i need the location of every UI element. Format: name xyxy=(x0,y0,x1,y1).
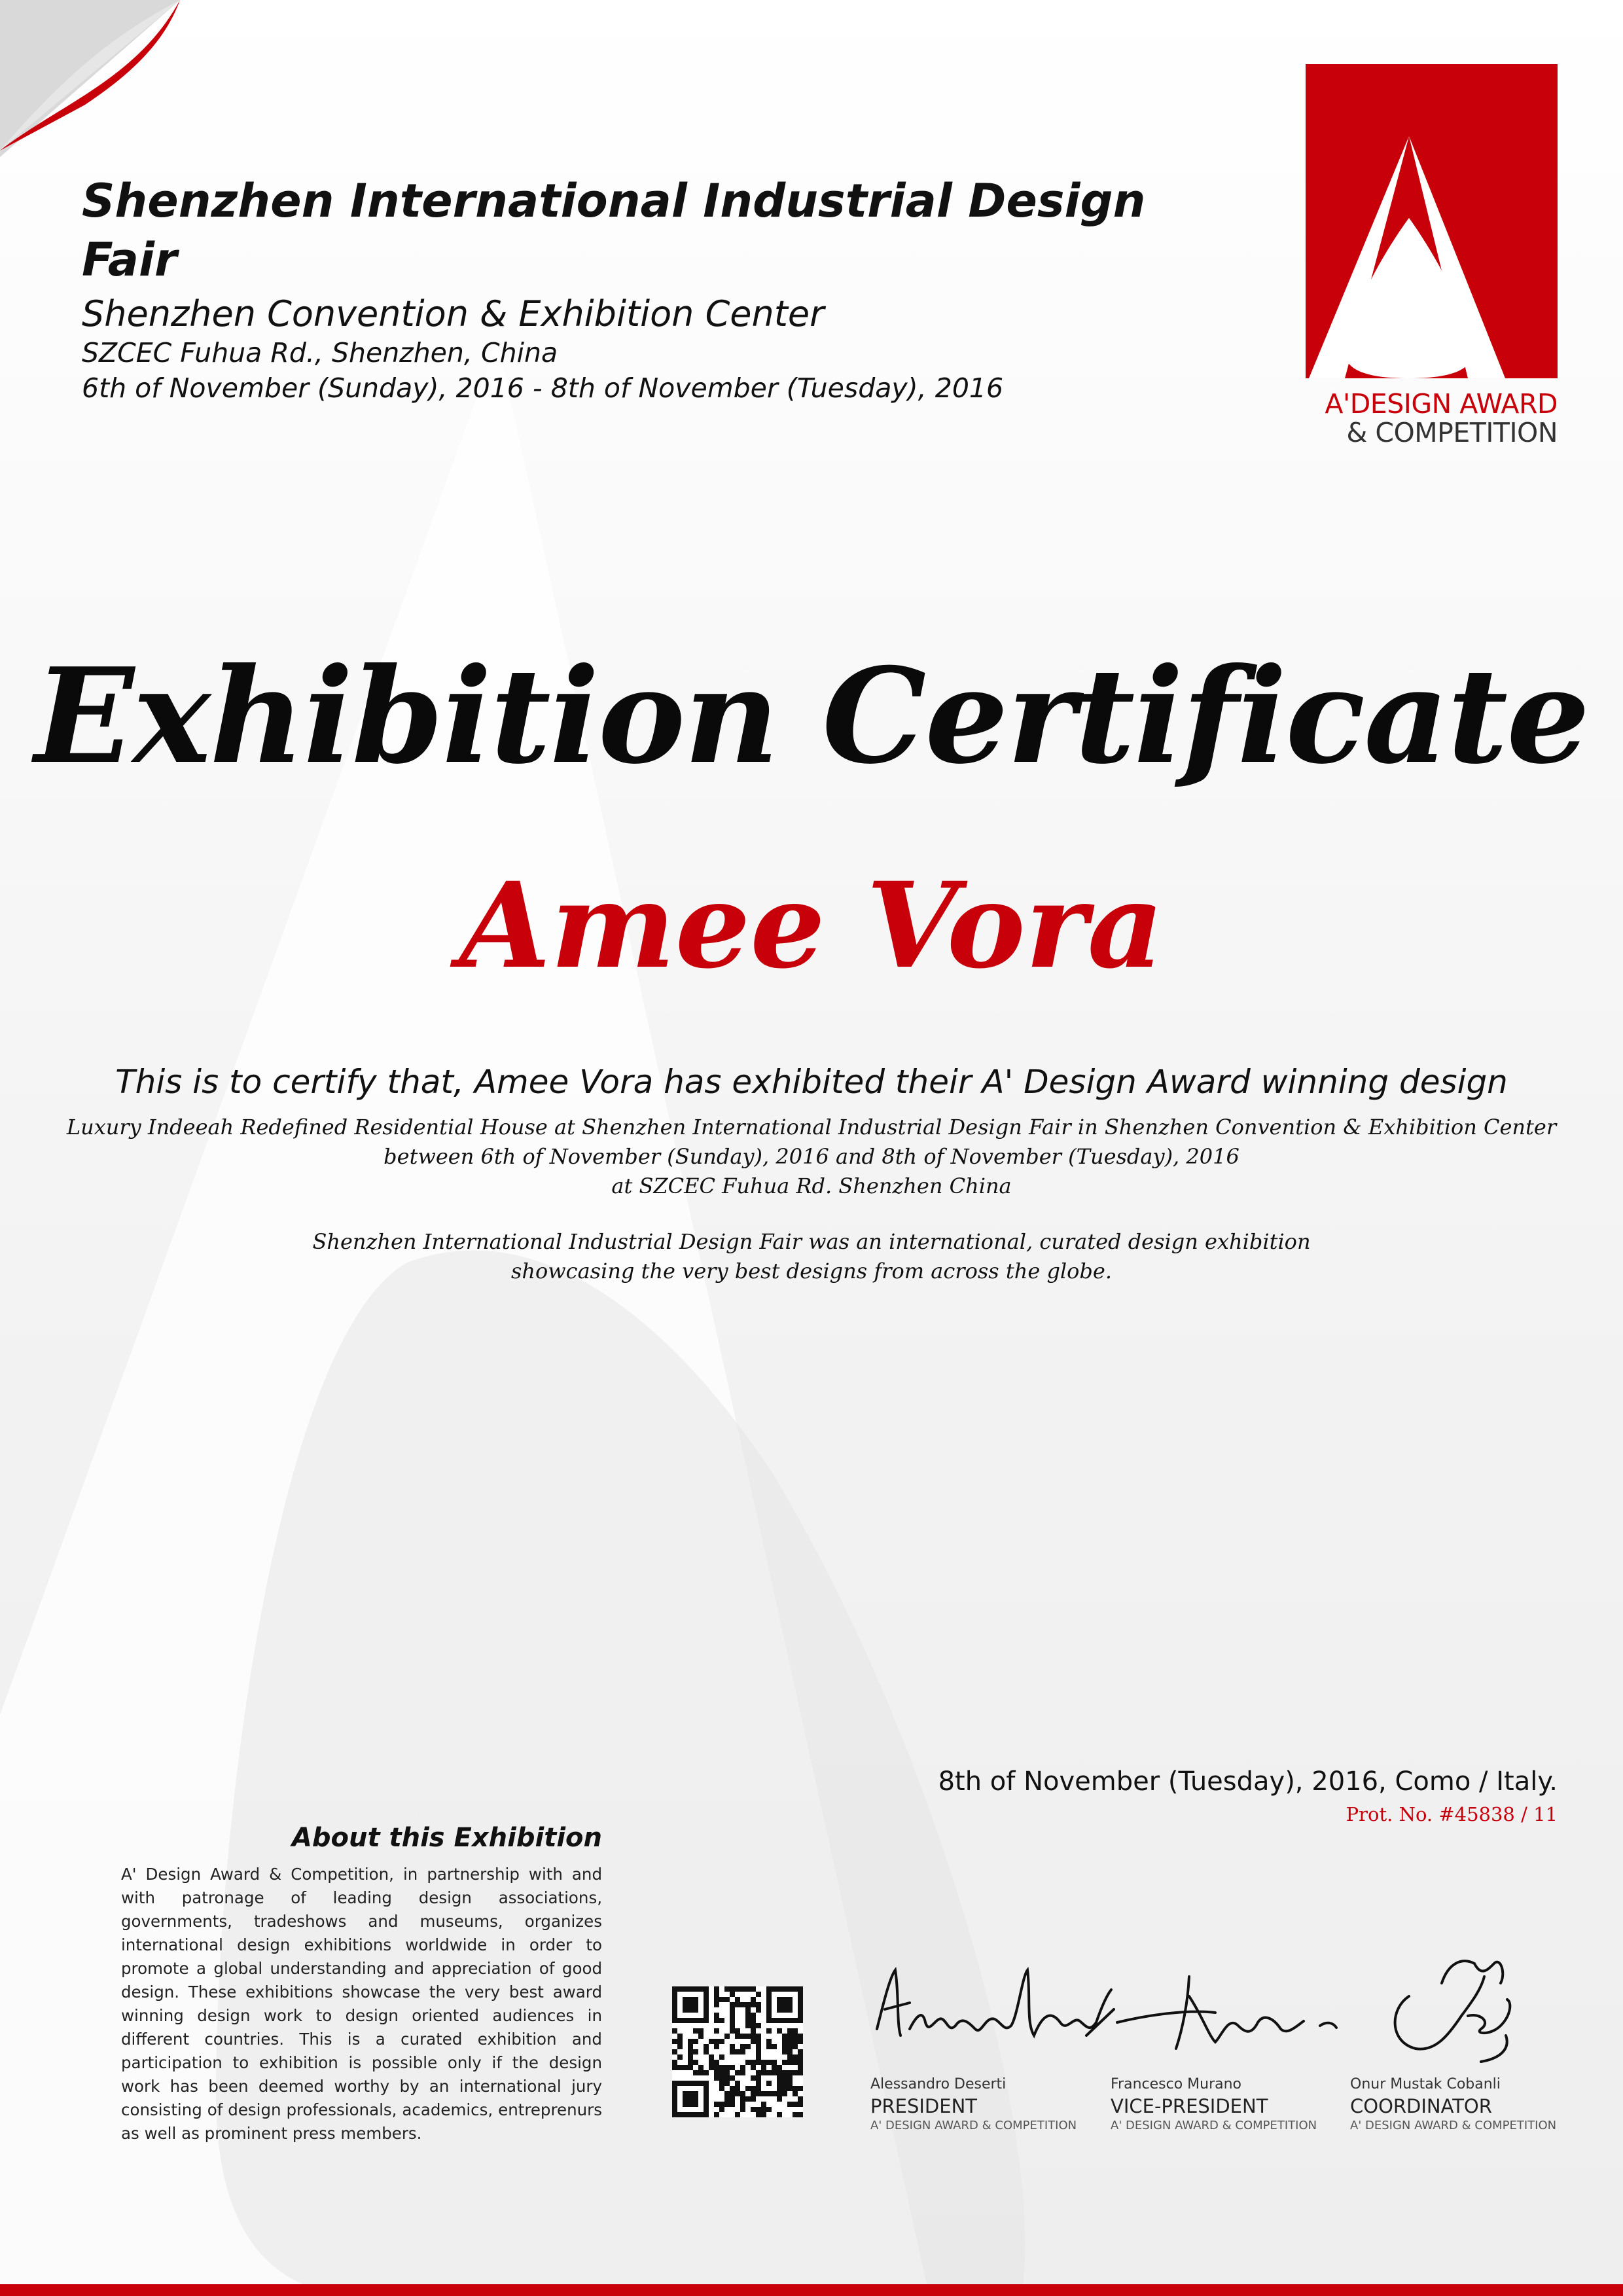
fair-description-line: showcasing the very best designs from across the globe. xyxy=(510,1259,1113,1283)
design-details xyxy=(0,1113,1623,1201)
certify-statement: This is to certify that, Amee Vora has exhibited their A' Design Award winning design xyxy=(115,1063,1508,1101)
signature-francesco-murano xyxy=(1111,1937,1359,2068)
bottom-red-bar xyxy=(0,2284,1623,2296)
about-heading: About this Exhibition xyxy=(291,1823,602,1853)
signatory-coordinator xyxy=(1350,1937,1599,2134)
signatory-role: COORDINATOR xyxy=(1350,2095,1492,2117)
signatory-name: Alessandro Deserti xyxy=(870,2076,1007,2092)
signatory-organization: A' DESIGN AWARD & COMPETITION xyxy=(870,2119,1077,2132)
protocol-number: Prot. No. #45838 / 11 xyxy=(1346,1803,1558,1825)
design-details-line: Luxury Indeeah Redefined Residential House at Shenzhen International Industrial Design Fair in Shenzhen Convention & Exhibition Center xyxy=(66,1115,1557,1139)
signatory-organization: A' DESIGN AWARD & COMPETITION xyxy=(1350,2119,1557,2132)
qr-code-icon[interactable] xyxy=(672,1986,803,2117)
logo-mark-icon xyxy=(1306,64,1558,378)
page-curl-corner xyxy=(0,0,190,157)
venue-address: SZCEC Fuhua Rd., Shenzhen, China xyxy=(82,337,558,368)
about-text: A' Design Award & Competition, in partnership with and with patronage of leading design associations, governments, tradeshows and museums, organizes international design exhibitions worldwide in order to promote a global understanding and appreciation of good design. These exhibitions showcase the very best award winning design work to design oriented audiences in different countries. This is a curated exhibition and participation to exhibition is possible only if the design work has been deemed worthy by an international jury consisting of design professionals, academics, entreprenurs as well as prominent press members. xyxy=(121,1865,602,2143)
a-design-award-logo xyxy=(1306,64,1558,447)
venue-name: Shenzhen Convention & Exhibition Center xyxy=(82,293,825,334)
signature-alessandro-deserti xyxy=(870,1937,1119,2068)
fair-description xyxy=(0,1227,1623,1286)
event-header xyxy=(82,171,1234,406)
fair-title: Shenzhen International Industrial Design Fair xyxy=(82,174,1146,287)
signature-onur-mustak-cobanli xyxy=(1350,1937,1599,2068)
fair-description-line: Shenzhen International Industrial Design Fair was an international, curated design exhibition xyxy=(312,1229,1311,1254)
design-details-line: between 6th of November (Sunday), 2016 and 8th of November (Tuesday), 2016 xyxy=(383,1144,1240,1169)
signatory-name: Francesco Murano xyxy=(1111,2076,1242,2092)
logo-text-competition: & COMPETITION xyxy=(1346,417,1558,448)
signatory-role: PRESIDENT xyxy=(870,2095,977,2117)
signatory-name: Onur Mustak Cobanli xyxy=(1350,2076,1501,2092)
logo-text-award: A'DESIGN AWARD xyxy=(1325,388,1558,420)
certificate-title: Exhibition Certificate xyxy=(34,639,1589,793)
signatory-vice-president xyxy=(1111,1937,1359,2134)
recipient-name: Amee Vora xyxy=(459,857,1164,995)
issue-date-place: 8th of November (Tuesday), 2016, Como / Italy. xyxy=(938,1767,1558,1797)
signatory-president xyxy=(870,1937,1119,2134)
design-details-line: at SZCEC Fuhua Rd. Shenzhen China xyxy=(611,1174,1012,1198)
event-dates: 6th of November (Sunday), 2016 - 8th of November (Tuesday), 2016 xyxy=(82,372,1004,404)
signatory-role: VICE-PRESIDENT xyxy=(1111,2095,1268,2117)
signatory-organization: A' DESIGN AWARD & COMPETITION xyxy=(1111,2119,1317,2132)
